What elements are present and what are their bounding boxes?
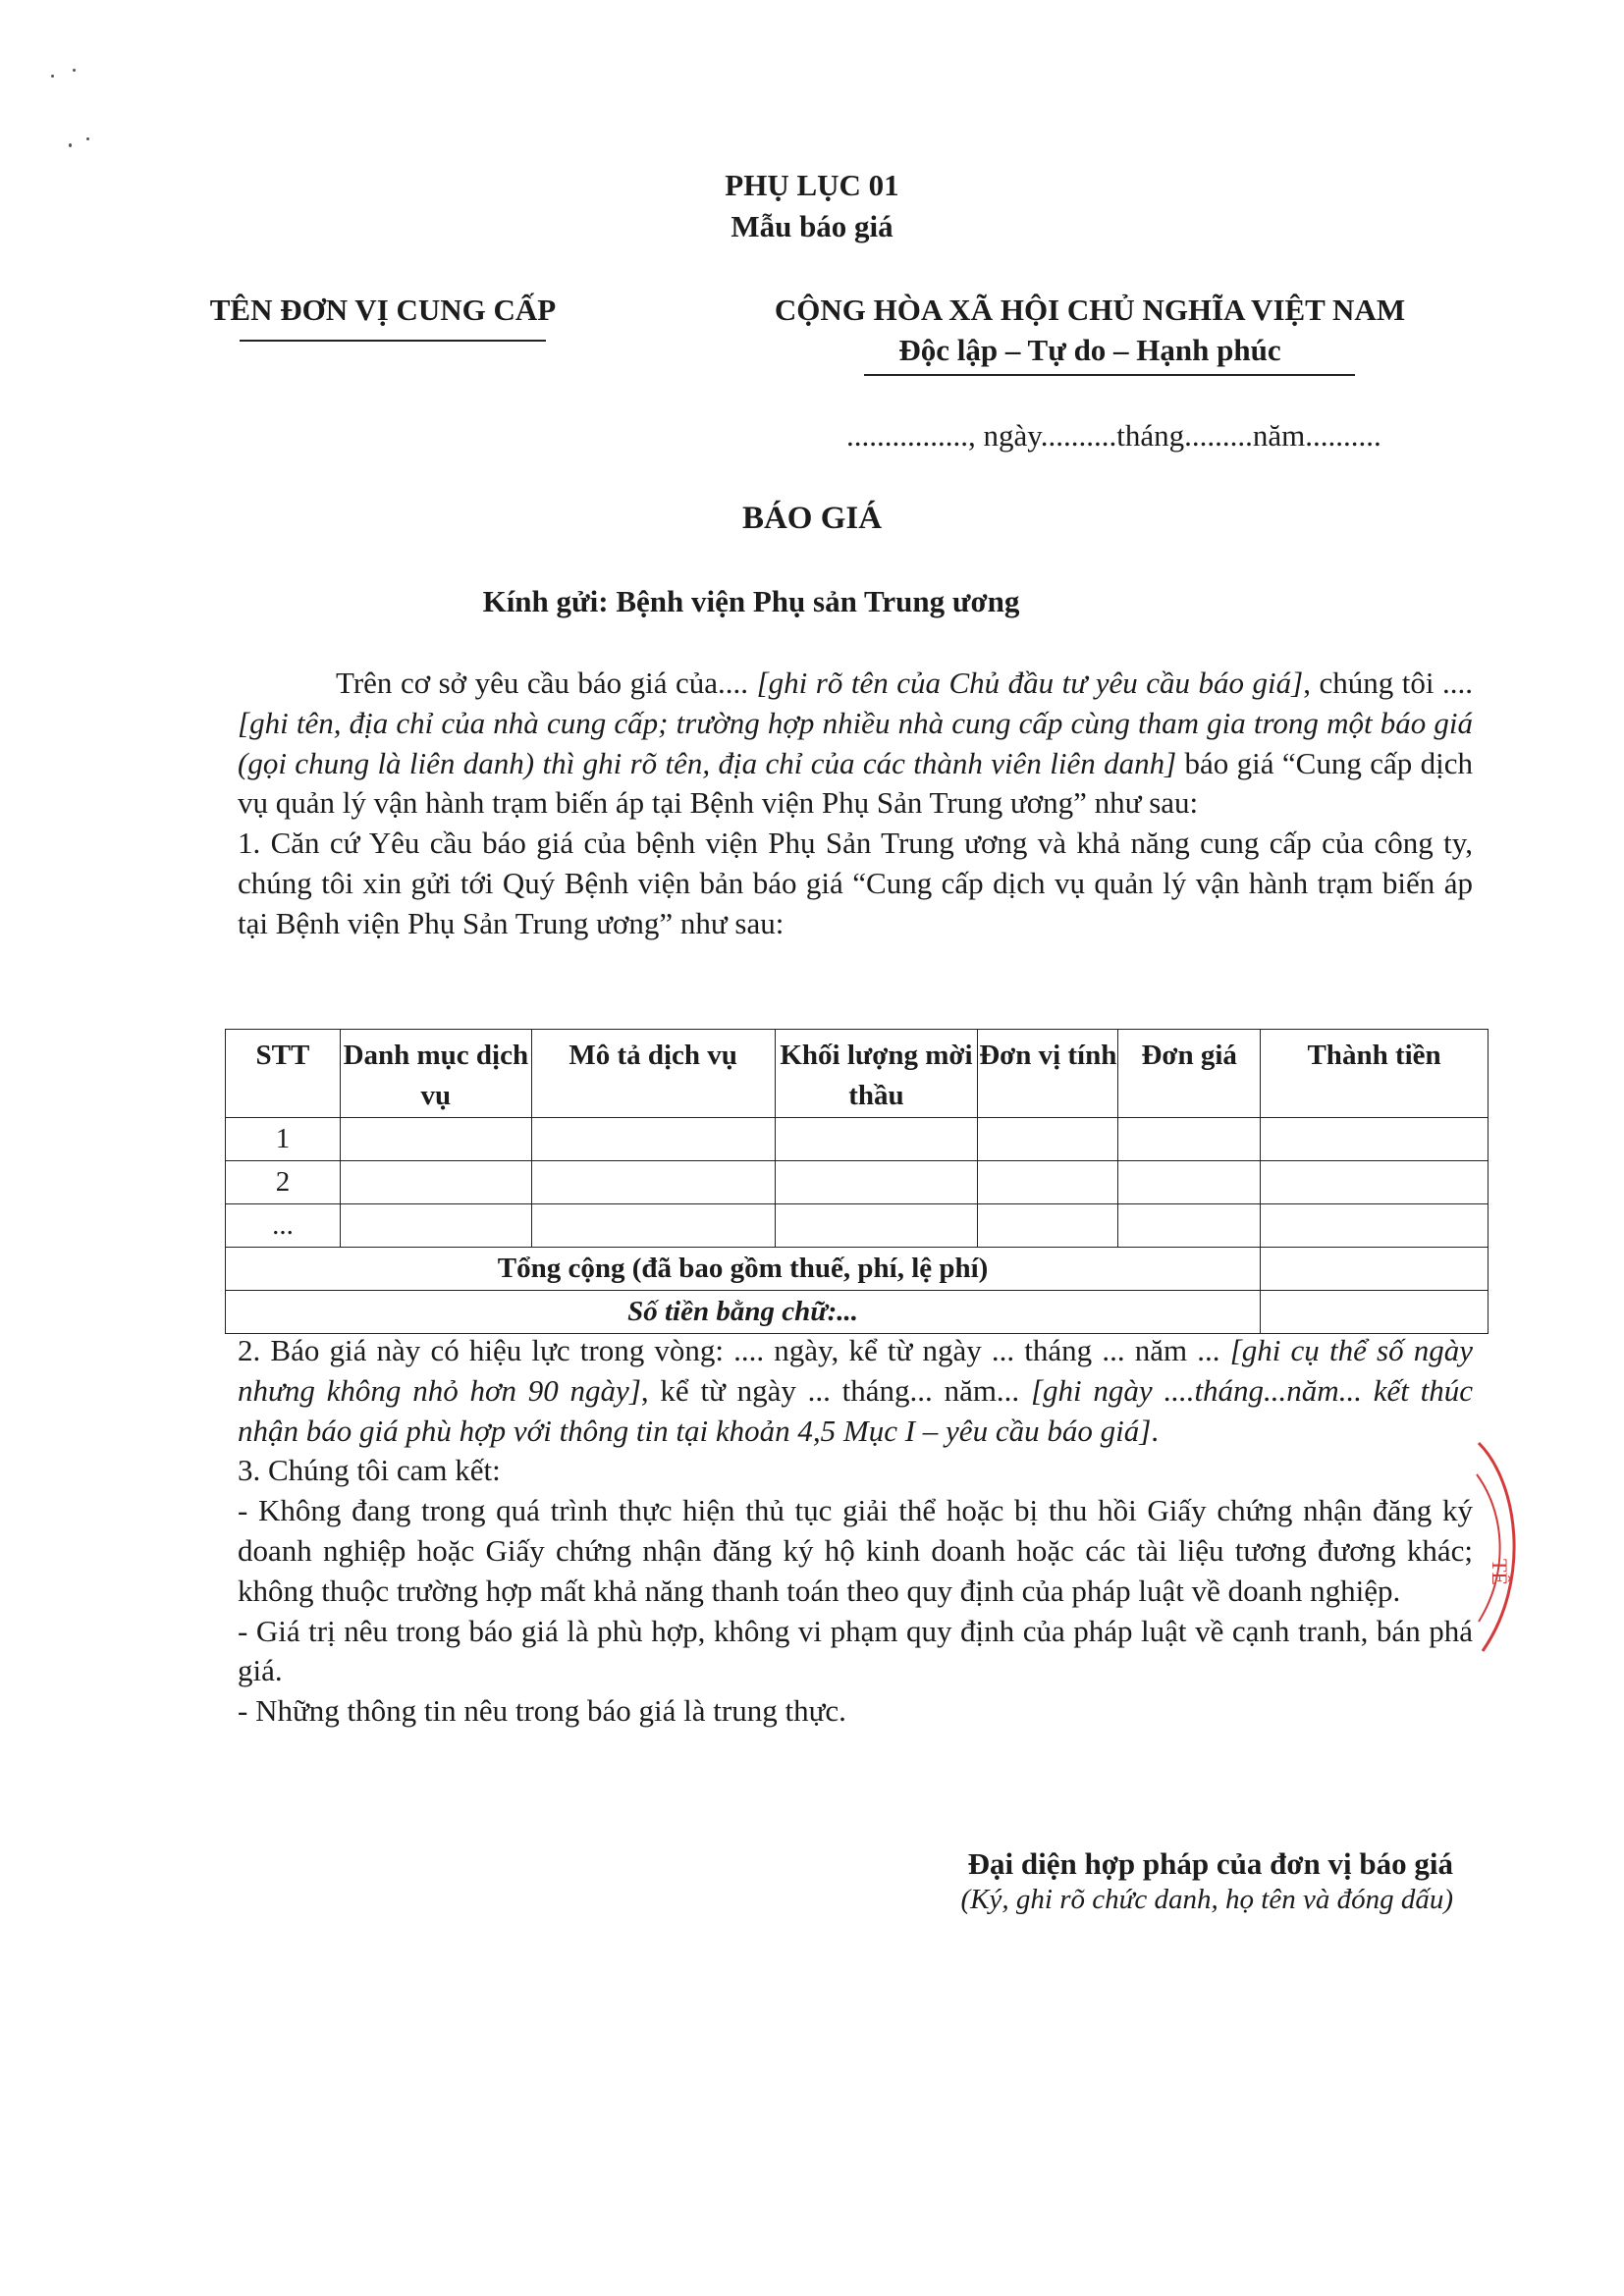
- supplier-name: TÊN ĐƠN VỊ CUNG CẤP: [209, 293, 557, 327]
- table-cell: [531, 1204, 775, 1248]
- validity-paragraph: [238, 1331, 1473, 1451]
- table-header-row: [226, 1030, 1489, 1118]
- table-cell: [775, 1161, 978, 1204]
- row-number: ...: [226, 1204, 341, 1248]
- intro-text: , chúng tôi ....: [1303, 666, 1473, 700]
- column-header: Đơn vị tính: [978, 1030, 1118, 1118]
- amount-in-words-label: Số tiền bằng chữ:...: [226, 1291, 1261, 1334]
- scan-speck: [73, 69, 76, 72]
- validity-text: , kể từ ngày ... tháng... năm...: [640, 1372, 1031, 1408]
- table-cell: [531, 1118, 775, 1161]
- national-motto: Độc lập – Tự do – Hạnh phúc: [898, 333, 1281, 367]
- row-number: 1: [226, 1118, 341, 1161]
- total-label: Tổng cộng (đã bao gồm thuế, phí, lệ phí): [226, 1248, 1261, 1291]
- amount-in-words-cell: [1261, 1291, 1489, 1334]
- table-cell: [1118, 1161, 1261, 1204]
- column-header: STT: [226, 1030, 341, 1118]
- stamp-text: TẾ: [1488, 1559, 1512, 1585]
- intro-paragraph: [238, 664, 1473, 824]
- table-cell: [531, 1161, 775, 1204]
- table-row: [226, 1118, 1489, 1161]
- appendix-label: PHỤ LỤC 01: [725, 168, 899, 202]
- validity-placeholder-days: [ghi cụ thể số ngày nhưng không nhỏ hơn 90 ngày]: [238, 1333, 1473, 1408]
- date-line: ................, ngày..........tháng.........năm..........: [846, 418, 1381, 453]
- terms-section: [238, 1331, 1473, 1732]
- table-cell: [1118, 1204, 1261, 1248]
- appendix-header: [0, 165, 1624, 247]
- national-title: CỘNG HÒA XÃ HỘI CHỦ NGHĨA VIỆT NAM: [774, 293, 1406, 327]
- column-header: Đơn giá: [1118, 1030, 1261, 1118]
- table-cell: [978, 1204, 1118, 1248]
- total-amount-cell: [1261, 1248, 1489, 1291]
- table-row: [226, 1204, 1489, 1248]
- scan-speck: [86, 137, 89, 140]
- intro-placeholder-investor: [ghi rõ tên của Chủ đầu tư yêu cầu báo giá]: [756, 666, 1304, 700]
- table-cell: [1261, 1161, 1489, 1204]
- intro-placeholder-supplier: [ghi tên, địa chỉ của nhà cung cấp; trường hợp nhiều nhà cung cấp cùng tham gia trong một báo giá (gọi chung là liên danh) thì ghi rõ tên, địa chỉ của các thành viên liên danh]: [238, 705, 1473, 780]
- total-row: [226, 1248, 1489, 1291]
- scan-speck: [51, 75, 54, 78]
- column-header: Danh mục dịch vụ: [340, 1030, 531, 1118]
- stamp-mark: [1471, 1433, 1530, 1659]
- table-cell: [1118, 1118, 1261, 1161]
- motto-underline: [864, 374, 1355, 376]
- stamp-outer-arc: [1479, 1443, 1514, 1651]
- table-row: [226, 1161, 1489, 1204]
- table-cell: [775, 1118, 978, 1161]
- stamp-inner-arc: [1477, 1474, 1500, 1622]
- validity-text: 2. Báo giá này có hiệu lực trong vòng: .... ngày, kể từ ngày ... tháng ... năm ...: [238, 1333, 1230, 1367]
- column-header: Thành tiền: [1261, 1030, 1489, 1118]
- table-cell: [340, 1118, 531, 1161]
- signature-title: Đại diện hợp pháp của đơn vị báo giá: [967, 1846, 1453, 1881]
- basis-paragraph: 1. Căn cứ Yêu cầu báo giá của bệnh viện Phụ Sản Trung ương và khả năng cung cấp của công ty, chúng tôi xin gửi tới Quý Bệnh viện bản báo giá “Cung cấp dịch vụ quản lý vận hành trạm biến áp tại Bệnh viện Phụ Sản Trung ương” như sau:: [238, 826, 1473, 940]
- supplier-underline: [240, 340, 546, 342]
- commitment-item: - Giá trị nêu trong báo giá là phù hợp, không vi phạm quy định của pháp luật về cạnh tranh, bán phá giá.: [238, 1613, 1473, 1688]
- intro-text: báo giá “Cung cấp dịch vụ quản lý vận hành trạm biến áp tại Bệnh viện Phụ Sản Trung ương” như sau:: [238, 745, 1473, 821]
- document-title: BÁO GIÁ: [741, 501, 883, 536]
- table-cell: [1261, 1118, 1489, 1161]
- table-cell: [340, 1161, 531, 1204]
- recipient-line: Kính gửi: Bệnh viện Phụ sản Trung ương: [482, 584, 1020, 618]
- table-cell: [1261, 1204, 1489, 1248]
- table-cell: [340, 1204, 531, 1248]
- table-cell: [978, 1118, 1118, 1161]
- commitment-item: - Không đang trong quá trình thực hiện thủ tục giải thể hoặc bị thu hồi Giấy chứng nhận đăng ký doanh nghiệp hoặc Giấy chứng nhận đăng ký hộ kinh doanh hoặc các tài liệu tương đương khác; không thuộc trường hợp mất khả năng thanh toán theo quy định của pháp luật về doanh nghiệp.: [238, 1493, 1473, 1608]
- appendix-subtitle: Mẫu báo giá: [731, 209, 893, 243]
- validity-text: .: [1151, 1413, 1160, 1448]
- commitment-item: - Những thông tin nêu trong báo giá là trung thực.: [238, 1693, 846, 1729]
- table-cell: [978, 1161, 1118, 1204]
- intro-text: Trên cơ sở yêu cầu báo giá của....: [336, 666, 757, 700]
- scan-speck: [69, 143, 72, 147]
- signature-note: (Ký, ghi rõ chức danh, họ tên và đóng dấu): [960, 1884, 1453, 1915]
- column-header: Mô tả dịch vụ: [531, 1030, 775, 1118]
- amount-in-words-row: [226, 1291, 1489, 1334]
- validity-placeholder-end-date: [ghi ngày ....tháng...năm... kết thúc nhận báo giá phù hợp với thông tin tại khoản 4,5 Mục I – yêu cầu báo giá]: [238, 1372, 1473, 1448]
- quote-table: [225, 1029, 1489, 1334]
- row-number: 2: [226, 1161, 341, 1204]
- column-header: Khối lượng mời thầu: [775, 1030, 978, 1118]
- commitment-heading: 3. Chúng tôi cam kết:: [238, 1453, 501, 1488]
- table-cell: [775, 1204, 978, 1248]
- intro-section: [238, 664, 1473, 944]
